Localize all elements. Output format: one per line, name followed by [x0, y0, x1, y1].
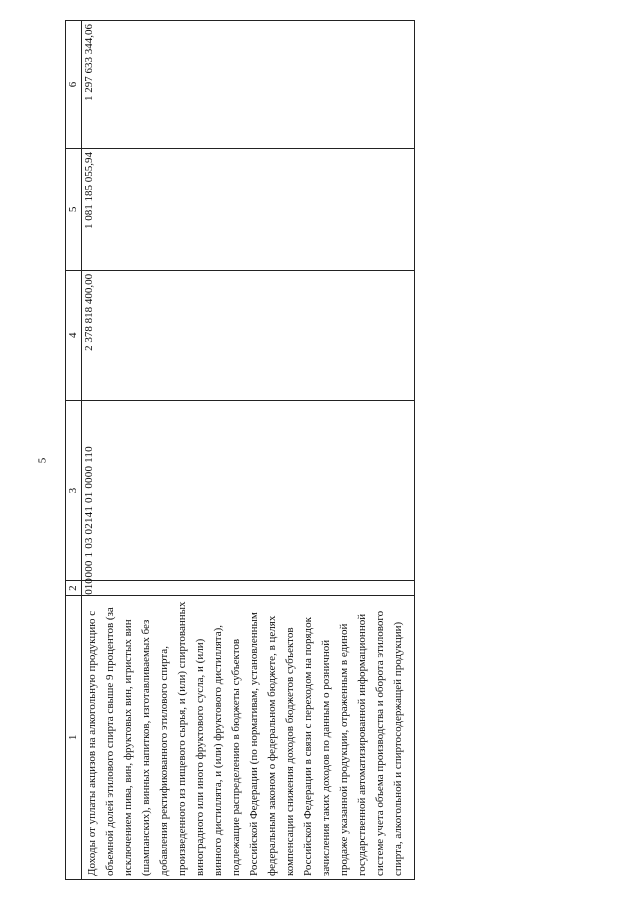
- rotated-table-container: [65, 20, 440, 880]
- column-number-4: 4: [66, 270, 82, 400]
- table-row: [82, 21, 415, 880]
- row-description: Доходы от уплаты акцизов на алкогольную продукцию с объемной долей этилового спирта свыше 9 процентов (за исключением пива, вин, фруктовых вин, игристых вин (шампанских), винных напитков, изготавливаемых без добавления ректификованного этилового спирта, произведенного из пищевого сырья, и (или) спиртованных виноградного или иного фруктового сусла, и (или) винного дистиллята, и (или) фруктового дистиллята), подлежащие распределению в бюджеты субъектов Российской Федерации (по нормативам, установленным федеральным законом о федеральном бюджете, в целях компенсации снижения доходов бюджетов субъектов Российской Федерации в связи с переходом на порядок зачисления таких доходов по данным о розничной продаже указанной продукции, отраженным в единой государственной автоматизированной информационной системе учета объема производства и оборота этилового спирта, алкогольной и спиртосодержащей продукции): [82, 595, 415, 879]
- row-amount-col6: 1 297 633 344,06: [82, 21, 415, 149]
- column-number-6: 6: [66, 21, 82, 149]
- column-number-row: [66, 21, 82, 880]
- row-amount-col5: 1 081 185 055,94: [82, 148, 415, 270]
- revenue-table: [65, 20, 415, 880]
- column-number-3: 3: [66, 400, 82, 581]
- page-number: 5: [36, 457, 49, 464]
- row-line-code: 010: [82, 581, 415, 595]
- row-amount-col4: 2 378 818 400,00: [82, 270, 415, 400]
- row-budget-code: 000 1 03 02141 01 0000 110: [82, 400, 415, 581]
- column-number-5: 5: [66, 148, 82, 270]
- column-number-2: 2: [66, 581, 82, 595]
- column-number-1: 1: [66, 595, 82, 879]
